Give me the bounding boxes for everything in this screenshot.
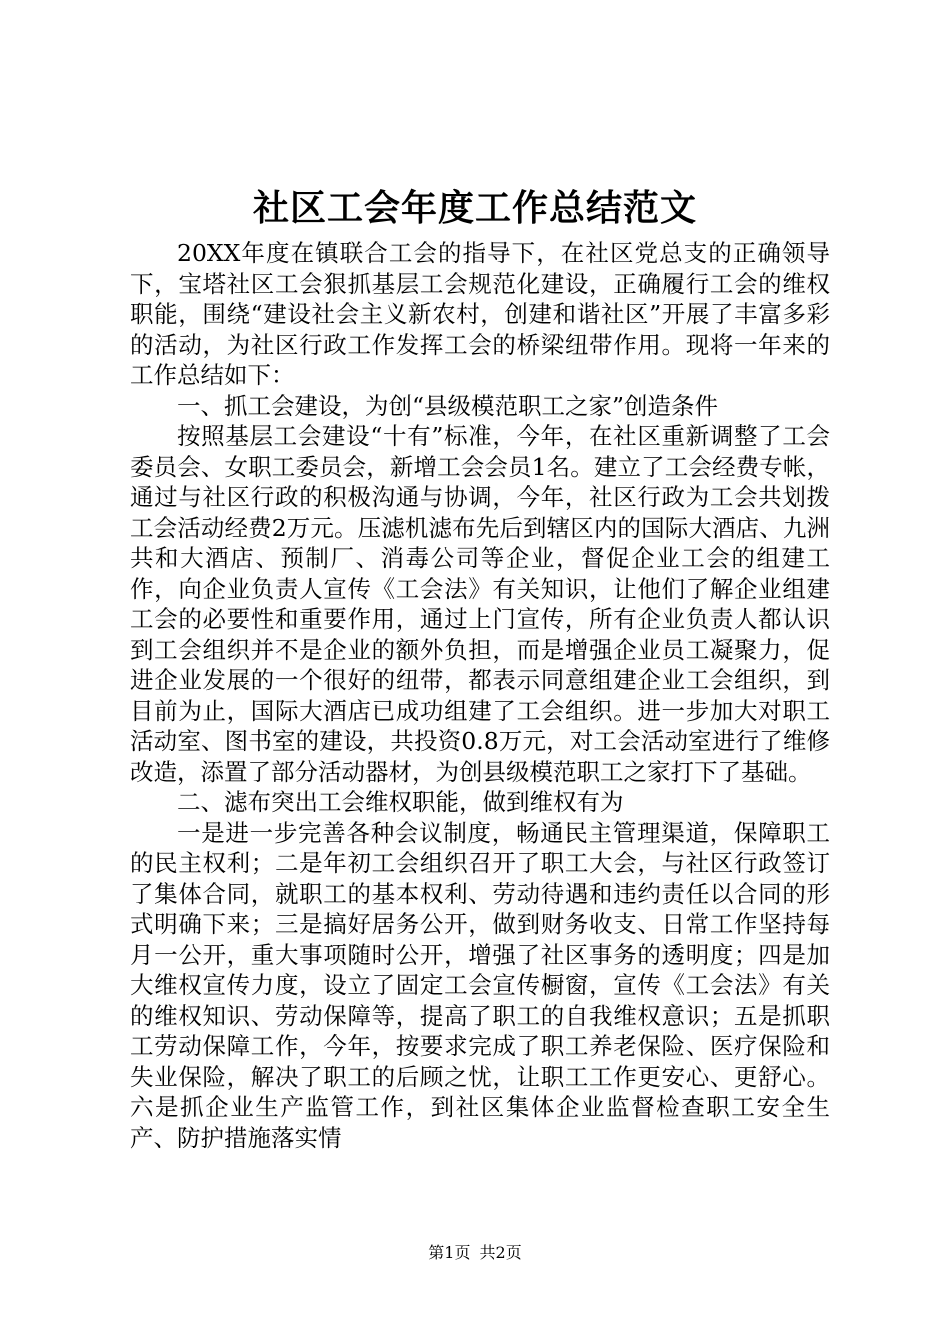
paragraph-section-2: 一是进一步完善各种会议制度，畅通民主管理渠道，保障职工的民主权利；二是年初工会组织召开了职工大会，与社区行政签订了集体合同，就职工的基本权利、劳动待遇和违约责任以合同的形式明确下来；三是搞好居务公开，做到财务收支、日常工作坚持每月一公开，重大事项随时公开，增强了社区事务的透明度；四是加大维权宣传力度，设立了固定工会宣传橱窗，宣传《工会法》有关的维权知识、劳动保障等，提高了职工的自我维权意识；五是抓职工劳动保障工作，今年，按要求完成了职工养老保险、医疗保险和失业保险，解决了职工的后顾之忧，让职工工作更安心、更舒心。六是抓企业生产监管工作，到社区集体企业监督检查职工安全生产、防护措施落实情 bbox=[130, 818, 830, 1152]
page-footer bbox=[0, 1243, 950, 1263]
page-total: 共2页 bbox=[479, 1243, 522, 1262]
section-heading-2: 二、滤布突出工会维权职能，做到维权有为 bbox=[177, 788, 624, 816]
paragraph-section-1: 按照基层工会建设“十有”标准，今年，在社区重新调整了工会委员会、女职工委员会，新增工会会员1名。建立了工会经费专帐，通过与社区行政的积极沟通与协调，今年，社区行政为工会共划拨工会活动经费2万元。压滤机滤布先后到辖区内的国际大酒店、九洲共和大酒店、预制厂、消毒公司等企业，督促企业工会的组建工作，向企业负责人宣传《工会法》有关知识，让他们了解企业组建工会的必要性和重要作用，通过上门宣传，所有企业负责人都认识到工会组织并不是企业的额外负担，而是增强企业员工凝聚力，促进企业发展的一个很好的纽带，都表示同意组建企业工会组织，到目前为止，国际大酒店已成功组建了工会组织。进一步加大对职工活动室、图书室的建设，共投资0.8万元，对工会活动室进行了维修改造，添置了部分活动器材，为创县级模范职工之家打下了基础。 bbox=[130, 422, 830, 786]
paragraph-intro: 20XX年度在镇联合工会的指导下，在社区党总支的正确领导下，宝塔社区工会狠抓基层工会规范化建设，正确履行工会的维权职能，围绕“建设社会主义新农村，创建和谐社区”开展了丰富多彩的活动，为社区行政工作发挥工会的桥梁纽带作用。现将一年来的工作总结如下： bbox=[130, 239, 830, 389]
page-number: 第1页 bbox=[428, 1243, 471, 1262]
section-heading-1: 一、抓工会建设，为创“县级模范职工之家”创造条件 bbox=[177, 391, 719, 420]
document-body bbox=[130, 238, 830, 1153]
document-title: 社区工会年度工作总结范文 bbox=[252, 187, 697, 229]
